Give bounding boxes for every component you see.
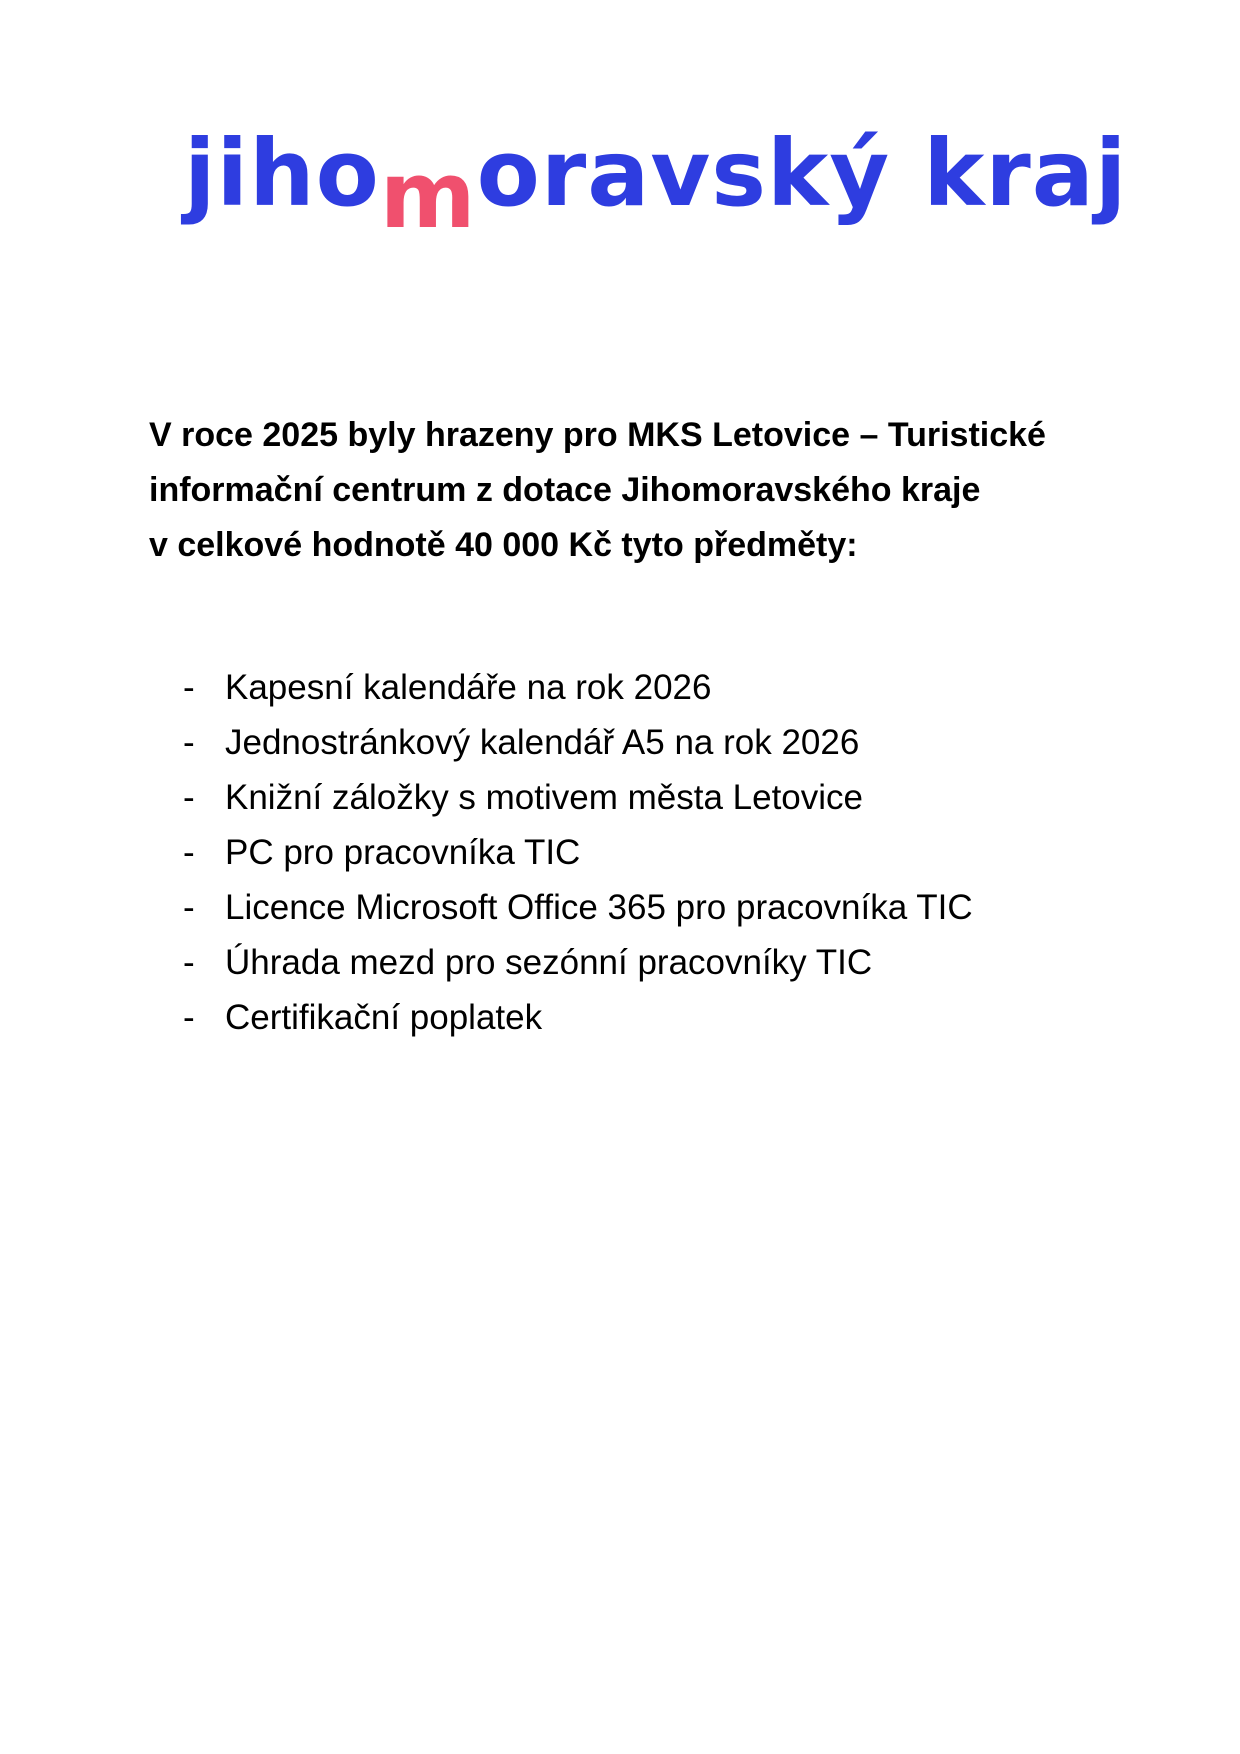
list-item-marker: - [183, 668, 195, 707]
list-item-text: Knižní záložky s motivem města Letovice [225, 778, 864, 817]
list-item-text: Úhrada mezd pro sezónní pracovníky TIC [225, 943, 873, 982]
list-item-text: Certifikační poplatek [225, 998, 543, 1037]
list-item-marker: - [183, 778, 195, 817]
list-item-text: Jednostránkový kalendář A5 na rok 2026 [225, 723, 860, 762]
list-item-text: PC pro pracovníka TIC [225, 833, 581, 872]
items-list [183, 660, 973, 1045]
intro-paragraph [149, 408, 1109, 573]
intro-line-2: informační centrum z dotace Jihomoravského kraje [149, 471, 981, 509]
intro-line-3: v celkové hodnotě 40 000 Kč tyto předměty: [149, 526, 858, 564]
logo-text-part-2: oravský kraj [476, 120, 1128, 227]
list-item-text: Kapesní kalendáře na rok 2026 [225, 668, 712, 707]
intro-line-1: V roce 2025 byly hrazeny pro MKS Letovice – Turistické [149, 416, 1046, 454]
logo-text-accent-letter: m [379, 142, 477, 249]
list-item-marker: - [183, 943, 195, 982]
list-item [183, 935, 973, 990]
list-item-marker: - [183, 998, 195, 1037]
list-item-marker: - [183, 833, 195, 872]
region-logo [184, 120, 1128, 249]
list-item [183, 825, 973, 880]
logo-text-part-1: jiho [184, 120, 380, 227]
list-item [183, 715, 973, 770]
list-item [183, 990, 973, 1045]
list-item [183, 770, 973, 825]
list-item-text: Licence Microsoft Office 365 pro pracovníka TIC [225, 888, 973, 927]
list-item-marker: - [183, 723, 195, 762]
list-item-marker: - [183, 888, 195, 927]
list-item [183, 660, 973, 715]
list-item [183, 880, 973, 935]
